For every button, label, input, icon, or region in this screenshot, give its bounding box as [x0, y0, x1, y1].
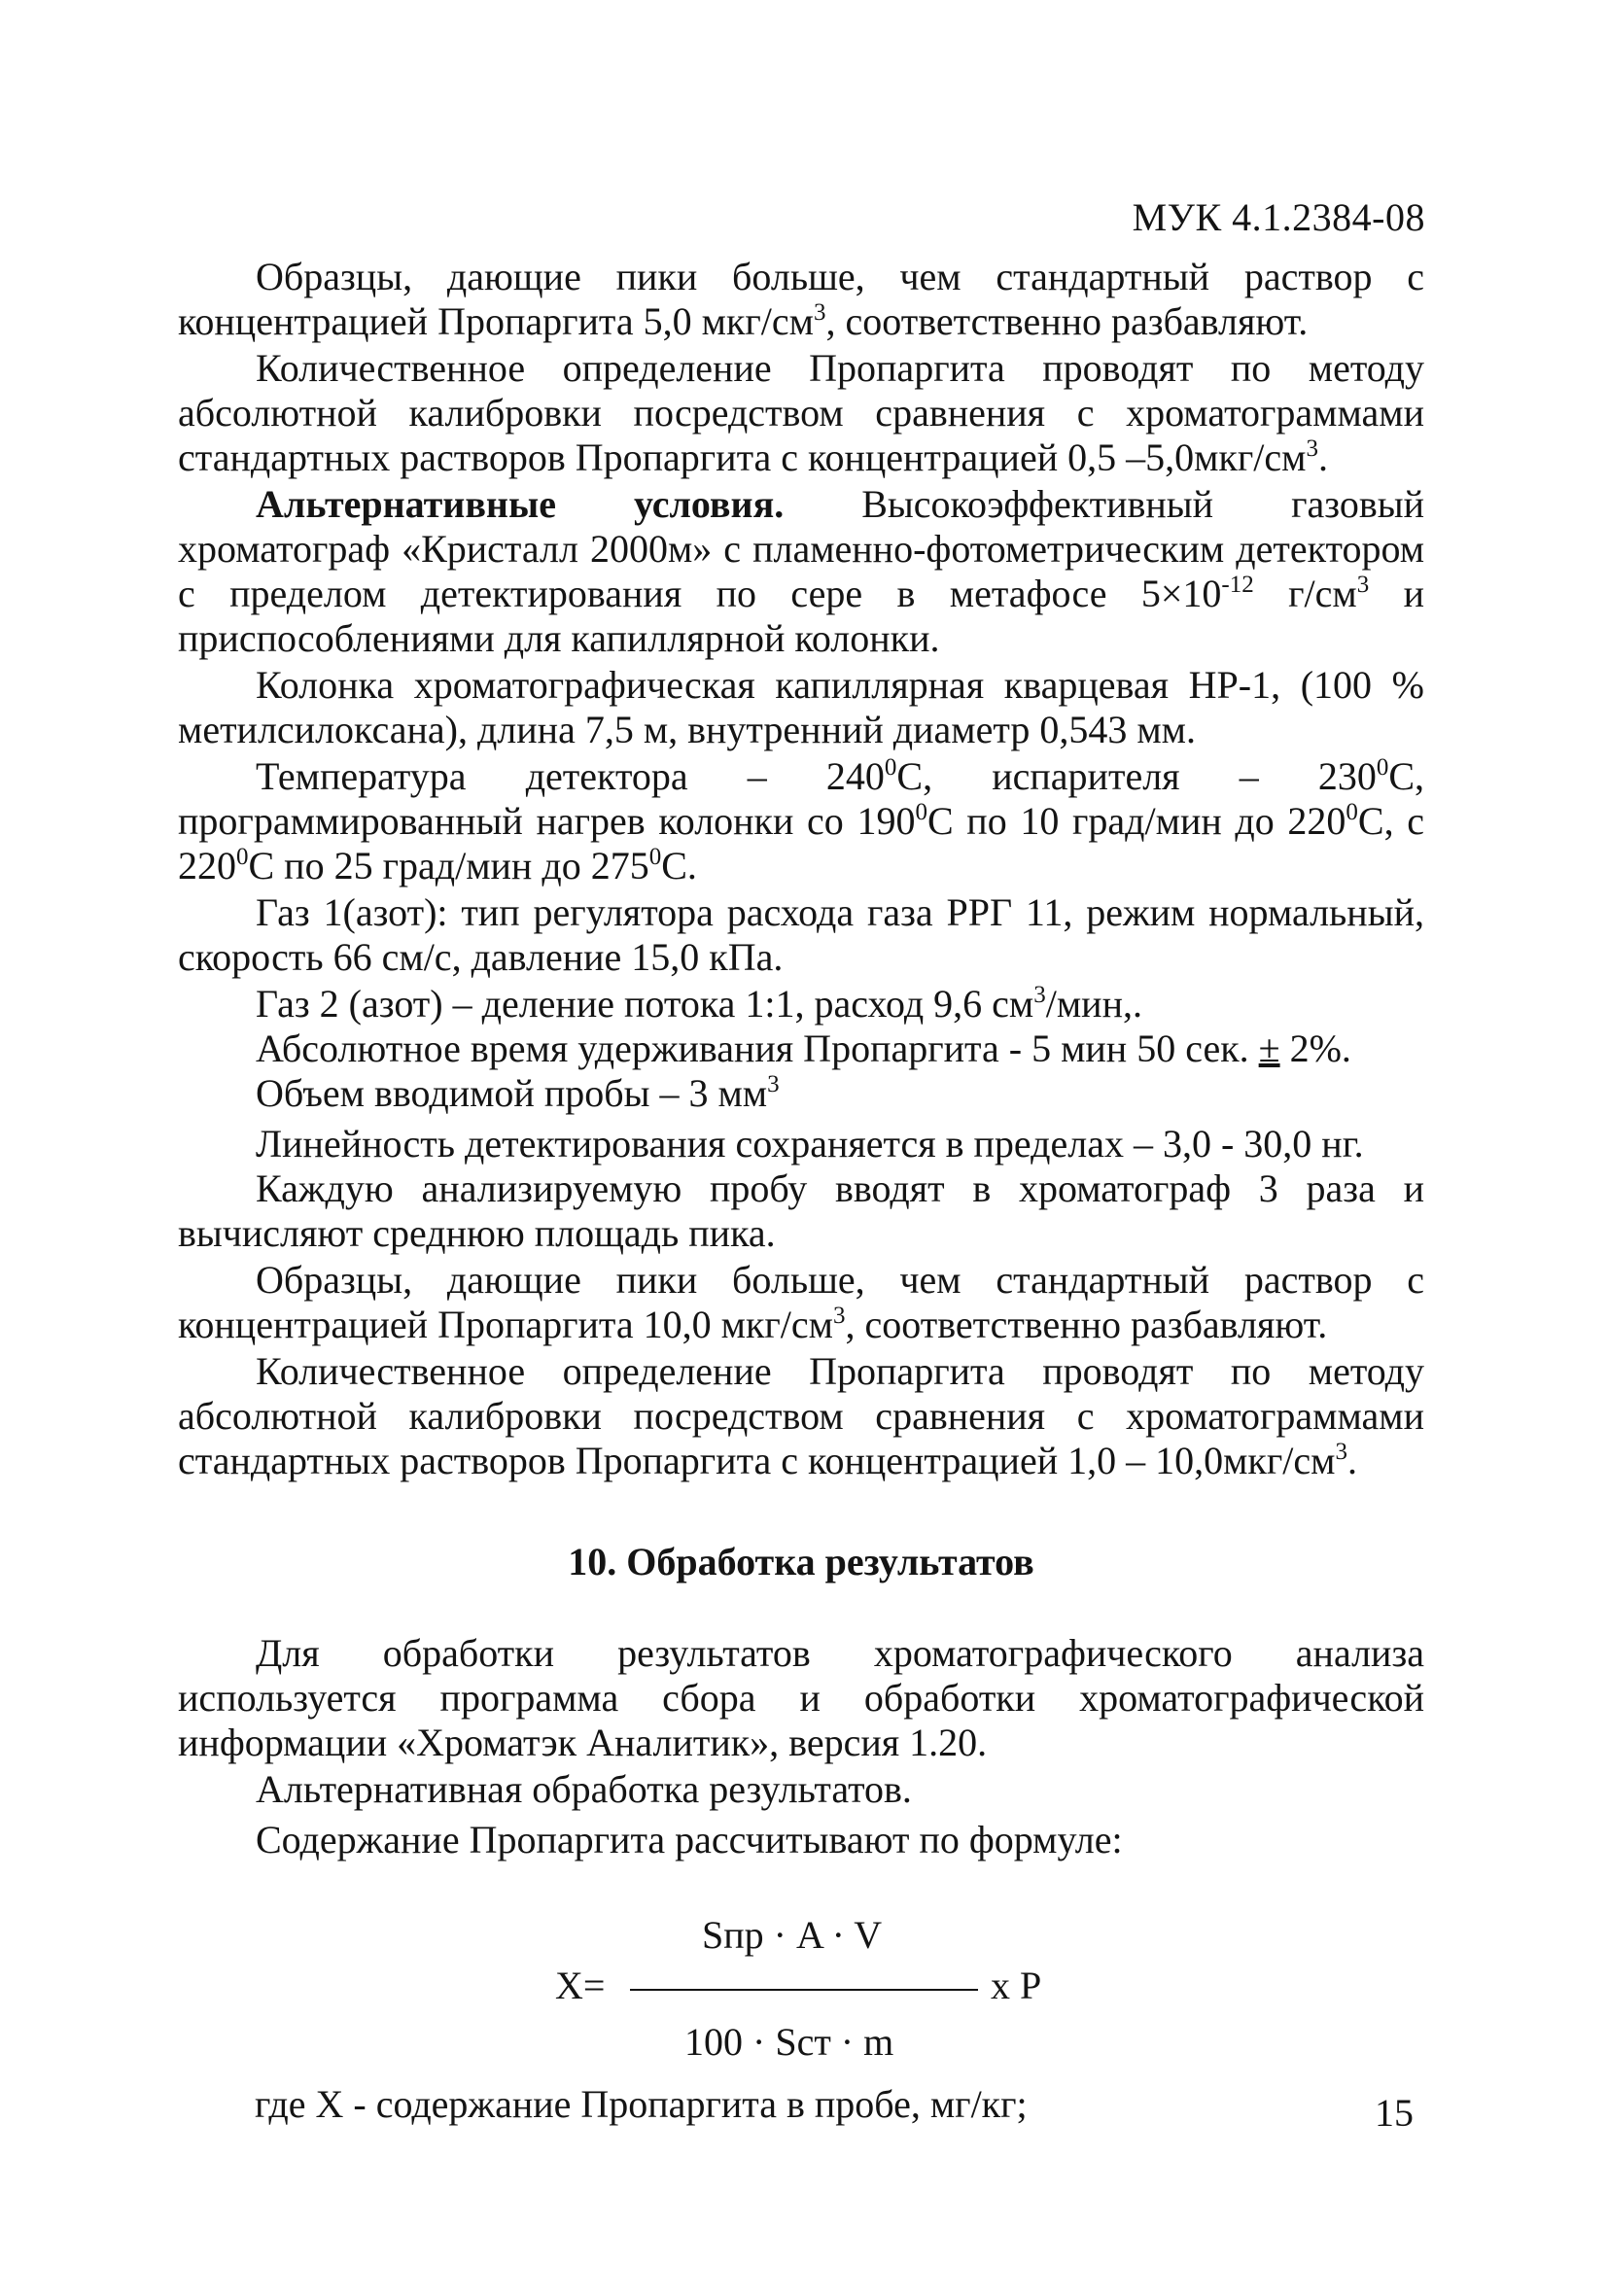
paragraph-column: Колонка хроматографическая капиллярная кварцевая HP-1, (100 % метилсилоксана), длина 7,5 м, внутренний диаметр 0,543 мм.: [178, 663, 1424, 751]
paragraph-gas-1: Газ 1(азот): тип регулятора расхода газа РРГ 11, режим нормальный, скорость 66 см/с, давление 15,0 кПа.: [178, 890, 1424, 979]
paragraph-software: Для обработки результатов хроматографического анализа используется программа сбора и обработки хроматографической информации «Хроматэк Аналитик», версия 1.20.: [178, 1631, 1424, 1764]
alt-conditions-label: Альтернативные условия.: [256, 482, 785, 526]
formula-denominator: 100 · Sст · m: [684, 2020, 894, 2064]
section-heading: 10. Обработка результатов: [568, 1540, 1034, 1583]
paragraph-gas-2: Газ 2 (азот) – деление потока 1:1, расход 9,6 $см^3$/мин,.: [256, 982, 1142, 1026]
paragraph-linearity: Линейность детектирования сохраняется в пределах – 3,0 - 30,0 нг.: [256, 1122, 1364, 1165]
formula-numerator: Sпр · A · V: [702, 1913, 883, 1957]
formula-rhs: x P: [991, 1964, 1042, 2007]
paragraph-injection-repeat: Каждую анализируемую пробу вводят в хроматограф 3 раза и вычисляют среднюю площадь пика.: [178, 1166, 1424, 1255]
formula-fraction-bar: [630, 1989, 978, 1991]
paragraph-alternative-conditions: Альтернативные условия. Высокоэффективный газовый хроматограф «Кристалл 2000м» с пламенно-фотометрическим детектором с пределом детектирования по сере в метафосе $5\times 10^{-12}$ $г/см^3$ и приспособлениями для капиллярной колонки.: [178, 482, 1425, 660]
paragraph-quantification-2: Количественное определение Пропаргита проводят по методу абсолютной калибровки посредством сравнения с хроматограммами стандартных растворов Пропаргита с концентрацией $1,0 - 10,0мкг/см^3$.: [178, 1349, 1424, 1482]
document-code: МУК 4.1.2384-08: [1132, 195, 1425, 239]
paragraph-temperature: Температура детектора – $240^0С$, испарителя – $230^0С$, программированный нагрев колонки со $190^0С$ по 10 град/мин до $220^0С$, с $220^0С$ по 25 град/мин до $275^0С$.: [178, 754, 1425, 887]
page-number: 15: [1375, 2091, 1414, 2135]
paragraph-samples-dilution-2: Образцы, дающие пики больше, чем стандартный раствор с концентрацией Пропаргита 10,0 мкг/$см^3$, соответственно разбавляют.: [178, 1258, 1424, 1346]
paragraph-alternative-processing: Альтернативная обработка результатов.: [256, 1767, 912, 1811]
formula-where-line: где Х - содержание Пропаргита в пробе, мг/кг;: [255, 2082, 1028, 2126]
formula-lhs: X=: [555, 1964, 606, 2007]
main-text: [178, 255, 1424, 2127]
paragraph-quantification-1: Количественное определение Пропаргита проводят по методу абсолютной калибровки посредством сравнения с хроматограммами стандартных растворов Пропаргита с концентрацией 0,5 $-5,0мкг/см^3$.: [178, 346, 1424, 479]
formula: [178, 1913, 1424, 2088]
paragraph-retention-time: Абсолютное время удерживания Пропаргита - 5 мин 50 сек. ± 2%.: [256, 1026, 1351, 1070]
paragraph-samples-dilution-1: Образцы, дающие пики больше, чем стандартный раствор с концентрацией Пропаргита 5,0 мкг/$см^3$, соответственно разбавляют.: [178, 255, 1424, 343]
paragraph-injection-volume: Объем вводимой пробы – 3 $мм^3$: [256, 1071, 780, 1115]
paragraph-formula-intro: Содержание Пропаргита рассчитывают по формуле:: [256, 1818, 1123, 1861]
